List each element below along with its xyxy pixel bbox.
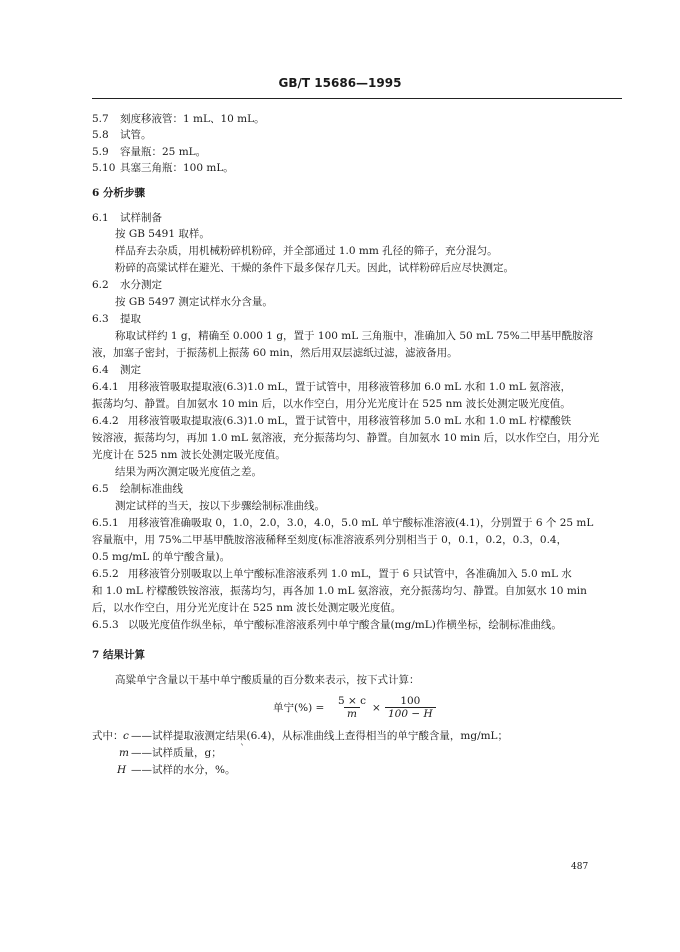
formula-f1-numerator: 5 × c xyxy=(338,695,367,707)
item-5-7-num: 5.7 xyxy=(92,113,109,125)
header-rule xyxy=(92,98,622,99)
s6-2-title: 水分测定 xyxy=(120,279,162,291)
where-symbol-h: H xyxy=(117,764,127,776)
s6-4-2-cont: 光度计在 525 nm 波长处测定吸光度值。 xyxy=(92,449,286,461)
s6-3-line: 称取试样约 1 g，精确至 0.000 1 g，置于 100 mL 三角瓶中，准确加入 50 mL 75%二甲基甲酰胺溶 xyxy=(115,330,594,342)
standard-header: GB/T 15686—1995 xyxy=(278,76,402,90)
s6-4-2-text: 用移液管吸取提取液(6.3)1.0 mL，置于试管中，用移液管移加 5.0 mL 水和 1.0 mL 柠檬酸铁 xyxy=(128,415,572,427)
s6-2-line: 按 GB 5497 测定试样水分含量。 xyxy=(115,296,273,308)
item-5-8-num: 5.8 xyxy=(92,129,109,141)
where-text-c: ——试样提取液测定结果(6.4)，从标准曲线上查得相当的单宁酸含量，mg/mL； xyxy=(131,730,509,742)
s6-5-2-cont: 和 1.0 mL 柠檬酸铁铵溶液，振荡均匀，再各加 1.0 mL 氨溶液，充分振荡均匀、静置。自加氨水 10 min xyxy=(92,585,587,597)
s7-intro: 高粱单宁含量以干基中单宁酸质量的百分数来表示，按下式计算： xyxy=(115,674,420,686)
formula-lhs: 单宁(%) = xyxy=(273,702,325,714)
s6-3-num: 6.3 xyxy=(92,313,109,325)
s6-4-2-cont: 铵溶液，振荡均匀，再加 1.0 mL 氨溶液，充分振荡均匀、静置。自加氨水 10 min 后，以水作空白，用分光 xyxy=(92,432,600,444)
where-prefix: 式中： xyxy=(92,730,124,742)
s6-5-2-num: 6.5.2 xyxy=(92,568,119,580)
s6-5-3-text: 以吸光度值作纵坐标，单宁酸标准溶液系列中单宁酸含量(mg/mL)作横坐标，绘制标准曲线。 xyxy=(128,619,562,631)
where-symbol-m: m xyxy=(119,747,129,759)
s6-4-1-text: 用移液管吸取提取液(6.3)1.0 mL，置于试管中，用移液管移加 6.0 mL 水和 1.0 mL 氨溶液， xyxy=(128,381,572,393)
s6-5-title: 绘制标准曲线 xyxy=(120,483,183,495)
s6-5-1-text: 用移液管准确吸取 0，1.0，2.0，3.0，4.0，5.0 mL 单宁酸标准溶液(4.1)，分别置于 6 个 25 mL xyxy=(128,517,594,529)
s6-5-1-cont: 容量瓶中，用 75%二甲基甲酰胺溶液稀释至刻度(标准溶液系列分别相当于 0，0.1，0.2，0.3，0.4， xyxy=(92,534,568,546)
where-text-h: ——试样的水分，%。 xyxy=(131,764,236,776)
s6-3-line: 液，加塞子密封，于振荡机上振荡 60 min，然后用双层滤纸过滤，滤液备用。 xyxy=(92,347,458,359)
s6-1-line: 样品弃去杂质，用机械粉碎机粉碎，并全部通过 1.0 mm 孔径的筛子，充分混匀。 xyxy=(115,245,498,257)
s6-3-title: 提取 xyxy=(120,313,141,325)
where-text-m: ——试样质量，g； xyxy=(131,747,222,759)
page-number: 487 xyxy=(571,862,589,872)
s6-4-1-num: 6.4.1 xyxy=(92,381,119,393)
formula-fraction-2 xyxy=(385,695,436,720)
item-5-10-text: 具塞三角瓶：100 mL。 xyxy=(120,162,234,174)
item-5-9-text: 容量瓶：25 mL。 xyxy=(120,146,207,158)
s6-1-line: 按 GB 5491 取样。 xyxy=(115,228,210,240)
formula-fraction-1 xyxy=(335,695,369,720)
s6-5-1-cont: 0.5 mg/mL 的单宁酸含量)。 xyxy=(92,551,231,563)
formula-times: × xyxy=(372,702,381,714)
s6-5-2-text: 用移液管分别吸取以上单宁酸标准溶液系列 1.0 mL，置于 6 只试管中，各准确加入 5.0 mL 水 xyxy=(128,568,572,580)
item-5-10-num: 5.10 xyxy=(92,162,116,174)
s6-2-num: 6.2 xyxy=(92,279,109,291)
section-6-heading: 6 分析步骤 xyxy=(92,187,145,199)
item-5-9-num: 5.9 xyxy=(92,146,109,158)
scan-speck: ˋ xyxy=(240,744,245,755)
s6-4-1-cont: 振荡均匀、静置。自加氨水 10 min 后，以水作空白，用分光光度计在 525 nm 波长处测定吸光度值。 xyxy=(92,398,571,410)
s6-1-line: 粉碎的高粱试样在避光、干燥的条件下最多保存几天。因此，试样粉碎后应尽快测定。 xyxy=(115,262,514,274)
item-5-8-text: 试管。 xyxy=(120,129,152,141)
s6-5-num: 6.5 xyxy=(92,483,109,495)
s6-4-num: 6.4 xyxy=(92,364,109,376)
formula-f2-denominator: 100 − H xyxy=(385,707,436,720)
s6-4-title: 测定 xyxy=(120,364,141,376)
s6-1-num: 6.1 xyxy=(92,212,109,224)
where-symbol-c: c xyxy=(123,730,129,742)
s6-5-1-num: 6.5.1 xyxy=(92,517,119,529)
section-7-heading: 7 结果计算 xyxy=(92,649,145,661)
s6-5-intro: 测定试样的当天，按以下步骤绘制标准曲线。 xyxy=(115,500,325,512)
s6-4-2-num: 6.4.2 xyxy=(92,415,119,427)
formula-f1-denominator: m xyxy=(344,707,360,720)
s6-5-3-num: 6.5.3 xyxy=(92,619,119,631)
item-5-7-text: 刻度移液管：1 mL、10 mL。 xyxy=(120,113,265,125)
s6-5-2-cont: 后，以水作空白，用分光光度计在 525 nm 波长处测定吸光度值。 xyxy=(92,602,402,614)
formula-f2-numerator: 100 xyxy=(400,695,421,707)
s6-1-title: 试样制备 xyxy=(120,212,162,224)
s6-4-2-result: 结果为两次测定吸光度值之差。 xyxy=(115,466,262,478)
